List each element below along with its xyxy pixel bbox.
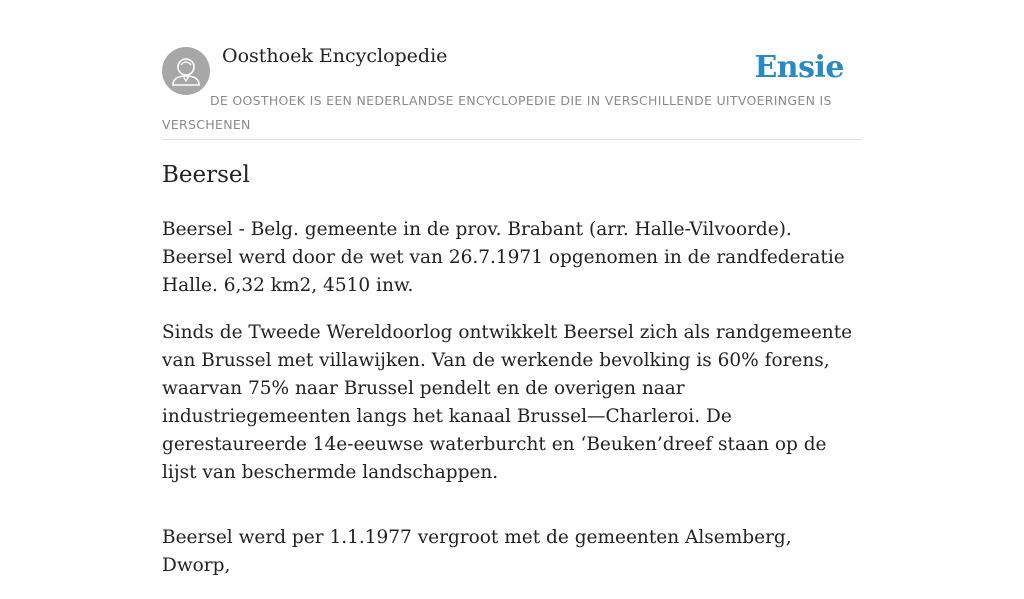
article-title: Beersel [162,162,250,188]
header-divider [162,139,862,140]
brand-logo[interactable]: Ensie [754,50,844,85]
source-name[interactable]: Oosthoek Encyclopedie [222,45,448,67]
article-paragraph: Beersel werd per 1.1.1977 vergroot met de gemeenten Alsemberg, Dworp, [162,527,792,576]
article-paragraph: Sinds de Tweede Wereldoorlog ontwikkelt Beersel zich als randgemeente van Brussel met villawijken. Van de werkende bevolking is 60% forens, waarvan 75% naar Brussel pendelt en de overigen naar industriegemeenten langs het kanaal Brussel—Charleroi. De gerestaureerde 14e-eeuwse waterburcht en ‘Beuken’dreef staan op de lijst van beschermde landschappen. [162,322,853,483]
source-avatar[interactable] [162,47,210,95]
source-tagline: DE OOSTHOEK IS EEN NEDERLANDSE ENCYCLOPEDIE DIE IN VERSCHILLENDE UITVOERINGEN IS VERSCHENEN [162,93,832,132]
user-icon [162,47,210,95]
article-paragraph: Beersel - Belg. gemeente in de prov. Brabant (arr. Halle-Vilvoorde). Beersel werd door de wet van 26.7.1971 opgenomen in de randfederatie Halle. 6,32 km2, 4510 inw. [162,219,845,296]
article-body [162,216,862,599]
